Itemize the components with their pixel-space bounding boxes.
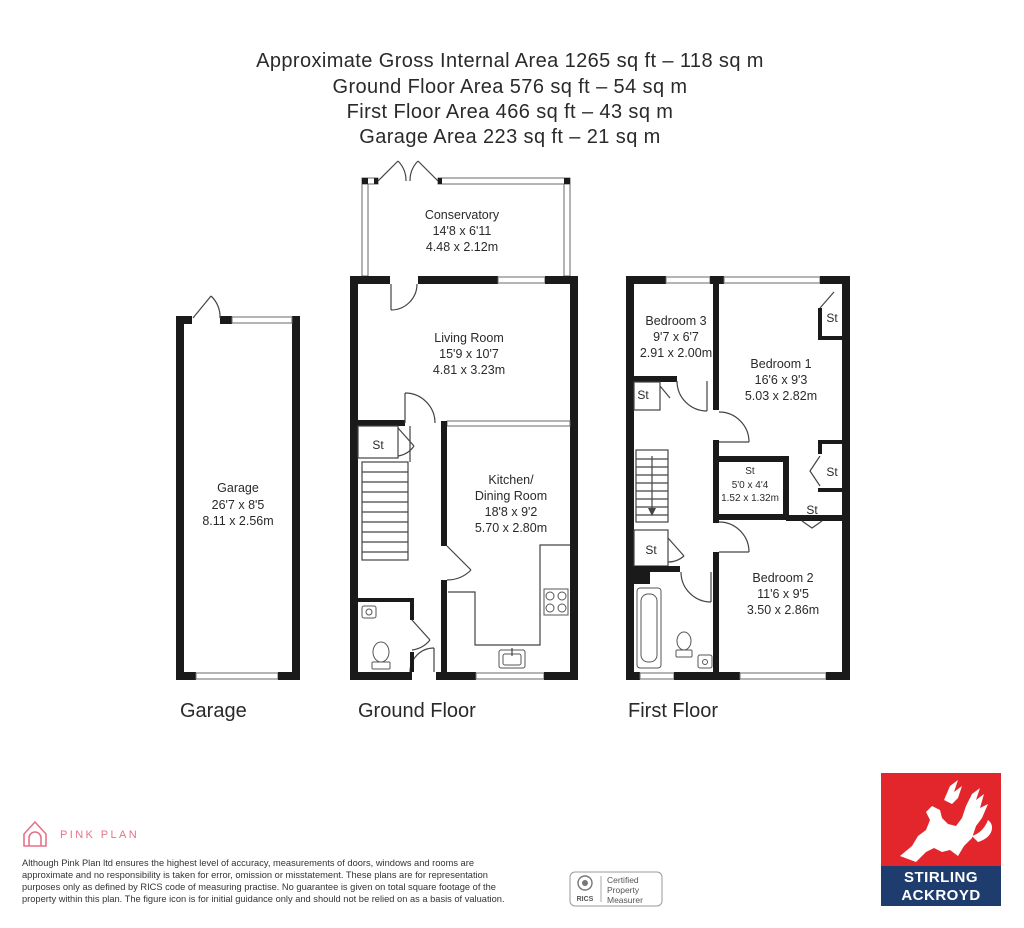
store-label: St xyxy=(645,543,657,557)
rics-emblem-core xyxy=(582,880,588,886)
wall xyxy=(441,421,447,546)
room-size-imperial: 14'8 x 6'11 xyxy=(432,224,492,238)
french-door-leaf xyxy=(378,161,398,181)
staircase xyxy=(636,450,668,522)
wall xyxy=(350,672,412,680)
room-size-metric: 5.03 x 2.82m xyxy=(744,389,818,403)
toilet-cistern xyxy=(372,662,390,669)
store-label: St xyxy=(372,438,384,452)
door-swing xyxy=(681,572,711,602)
toilet-icon xyxy=(373,642,389,662)
room-size-metric: 4.48 x 2.12m xyxy=(425,240,499,254)
door-swing xyxy=(719,412,749,442)
door-leaf xyxy=(660,386,670,398)
window xyxy=(740,673,826,679)
hob-ring xyxy=(558,604,566,612)
store-label: St xyxy=(826,311,838,325)
french-door-leaf xyxy=(418,161,438,181)
post xyxy=(362,178,368,184)
wall xyxy=(358,598,412,602)
door-swing xyxy=(410,161,418,181)
conservatory xyxy=(362,161,570,276)
room-size-imperial: 9'7 x 6'7 xyxy=(653,330,699,344)
sink-icon xyxy=(499,648,525,668)
wall xyxy=(818,336,842,340)
stair-outline xyxy=(362,462,408,560)
door-leaf xyxy=(447,546,471,570)
room-size-imperial: 15'9 x 10'7 xyxy=(439,347,499,361)
wall xyxy=(634,376,677,382)
door-swing xyxy=(677,381,707,411)
ground-floor-area: Ground Floor Area 576 sq ft – 54 sq m xyxy=(332,76,688,98)
wall xyxy=(292,316,300,680)
wall xyxy=(818,488,842,492)
garage-area: Garage Area 223 sq ft – 21 sq m xyxy=(359,126,661,148)
wall xyxy=(710,276,724,284)
wall xyxy=(626,276,666,284)
glazed-wall xyxy=(564,178,570,276)
wall xyxy=(350,420,405,426)
room-name: Bedroom 3 xyxy=(645,314,707,328)
wall xyxy=(713,552,719,672)
floor-label-first: First Floor xyxy=(628,700,718,722)
bifold-door xyxy=(810,456,820,486)
wall xyxy=(545,276,578,284)
room-size-imperial: 16'6 x 9'3 xyxy=(754,373,808,387)
door-leaf xyxy=(412,620,430,640)
room-name: Garage xyxy=(217,481,259,495)
post xyxy=(438,178,442,184)
stirling-ackroyd-logo xyxy=(881,773,1001,906)
door-leaf xyxy=(820,292,834,308)
wall xyxy=(842,276,850,680)
room-name: Kitchen/ xyxy=(488,473,534,487)
room-size-metric: 5.70 x 2.80m xyxy=(474,521,548,535)
disclaimer-line: approximate and no responsibility is taken for error, omission or misstatement. These plans are for representation xyxy=(22,870,488,880)
staircase xyxy=(362,462,408,560)
wall xyxy=(713,440,719,458)
gross-internal-area: Approximate Gross Internal Area 1265 sq ft – 118 sq m xyxy=(256,50,764,72)
rics-line: Measurer xyxy=(607,895,643,905)
duct xyxy=(634,566,650,584)
basin-drain xyxy=(703,660,708,665)
agent-name-line1: STIRLING xyxy=(904,869,978,886)
room-size-imperial: 26'7 x 8'5 xyxy=(211,498,265,512)
wall xyxy=(674,672,740,680)
garage-plan xyxy=(176,296,300,680)
disclaimer-line: Although Pink Plan ltd ensures the highest level of accuracy, measurements of doors, windows and rooms are xyxy=(22,858,474,868)
wall xyxy=(820,276,850,284)
bath-tub xyxy=(641,594,657,662)
sliding-door xyxy=(498,277,545,283)
room-name: Conservatory xyxy=(424,208,500,222)
wall xyxy=(418,276,498,284)
room-name: Bedroom 1 xyxy=(750,357,812,371)
floor-label-garage: Garage xyxy=(180,700,247,722)
wall xyxy=(818,440,822,454)
store-label: St xyxy=(637,388,649,402)
glazed-wall xyxy=(438,178,570,184)
pink-plan-logo-icon xyxy=(24,822,46,846)
disclaimer-line: property within this plan. The figure icon is for initial guidance only and should not be relied on as a basis of valuation. xyxy=(22,894,505,904)
wall xyxy=(350,276,390,284)
door-swing xyxy=(398,161,406,181)
wall xyxy=(278,672,300,680)
wall xyxy=(436,672,476,680)
window xyxy=(232,317,292,323)
rics-line: Property xyxy=(607,885,640,895)
door-swing xyxy=(211,296,220,318)
pink-plan-wordmark: PINK PLAN xyxy=(60,829,140,841)
toilet-cistern xyxy=(676,650,692,657)
first-floor-area: First Floor Area 466 sq ft – 43 sq m xyxy=(346,101,674,123)
window xyxy=(476,673,544,679)
wall xyxy=(410,652,414,672)
wall xyxy=(410,598,414,620)
door-swing xyxy=(391,284,417,310)
room-size-metric: 1.52 x 1.32m xyxy=(721,493,779,504)
wall xyxy=(176,316,192,324)
door-leaf xyxy=(398,428,414,446)
pink-plan-branding xyxy=(24,822,139,846)
wall xyxy=(626,672,640,680)
basin-drain xyxy=(366,609,372,615)
floor-label-ground: Ground Floor xyxy=(358,700,476,722)
door-swing xyxy=(719,522,749,552)
door-leaf xyxy=(668,538,684,556)
toilet-icon xyxy=(677,632,691,650)
agent-name-line2: ACKROYD xyxy=(901,887,981,904)
disclaimer-line: purposes only as defined by RICS code of measuring practise. No guarantee is given on total square footage of the xyxy=(22,882,496,892)
door-swing xyxy=(398,446,414,456)
room-name: Dining Room xyxy=(474,489,548,503)
wall xyxy=(176,672,196,680)
opening xyxy=(447,421,570,426)
wall xyxy=(544,672,578,680)
first-floor-plan xyxy=(626,276,850,680)
wall xyxy=(220,316,232,324)
door-swing xyxy=(447,570,471,580)
wall xyxy=(826,672,850,680)
door-swing xyxy=(405,393,435,423)
rics-line: Certified xyxy=(607,875,639,885)
hob-icon xyxy=(544,589,568,615)
room-size-metric: 2.91 x 2.00m xyxy=(639,346,713,360)
post xyxy=(564,178,570,184)
room-size-imperial: 11'6 x 9'5 xyxy=(757,587,809,601)
wall xyxy=(350,276,358,680)
rics-logo-text: RICS xyxy=(576,896,594,903)
rics-badge xyxy=(570,872,662,906)
door-leaf xyxy=(193,296,211,318)
room-name: St xyxy=(745,466,755,477)
wall xyxy=(176,316,184,680)
window xyxy=(666,277,710,283)
wall xyxy=(818,308,822,340)
disclaimer xyxy=(22,858,505,904)
hob-ring xyxy=(546,604,554,612)
door-swing xyxy=(668,556,684,562)
bifold-door xyxy=(802,521,822,528)
window xyxy=(640,673,674,679)
room-name: Living Room xyxy=(434,331,504,345)
post xyxy=(374,178,378,184)
room-name: Bedroom 2 xyxy=(752,571,814,585)
room-size-metric: 3.50 x 2.86m xyxy=(746,603,820,617)
ground-floor-plan xyxy=(350,161,578,680)
room-size-metric: 4.81 x 3.23m xyxy=(432,363,506,377)
window xyxy=(724,277,820,283)
wall xyxy=(713,284,719,410)
wall xyxy=(441,580,447,672)
hob-ring xyxy=(546,592,554,600)
hob-ring xyxy=(558,592,566,600)
wall xyxy=(713,517,719,523)
wall xyxy=(626,276,634,680)
wall xyxy=(570,276,578,680)
area-summary xyxy=(256,50,764,148)
glazed-wall xyxy=(362,178,368,276)
store-label: St xyxy=(806,503,818,517)
room-size-imperial: 5'0 x 4'4 xyxy=(731,480,769,491)
garage-door xyxy=(196,673,278,679)
store-label: St xyxy=(826,465,838,479)
room-size-imperial: 18'8 x 9'2 xyxy=(484,505,538,519)
room-size-metric: 8.11 x 2.56m xyxy=(202,514,274,528)
